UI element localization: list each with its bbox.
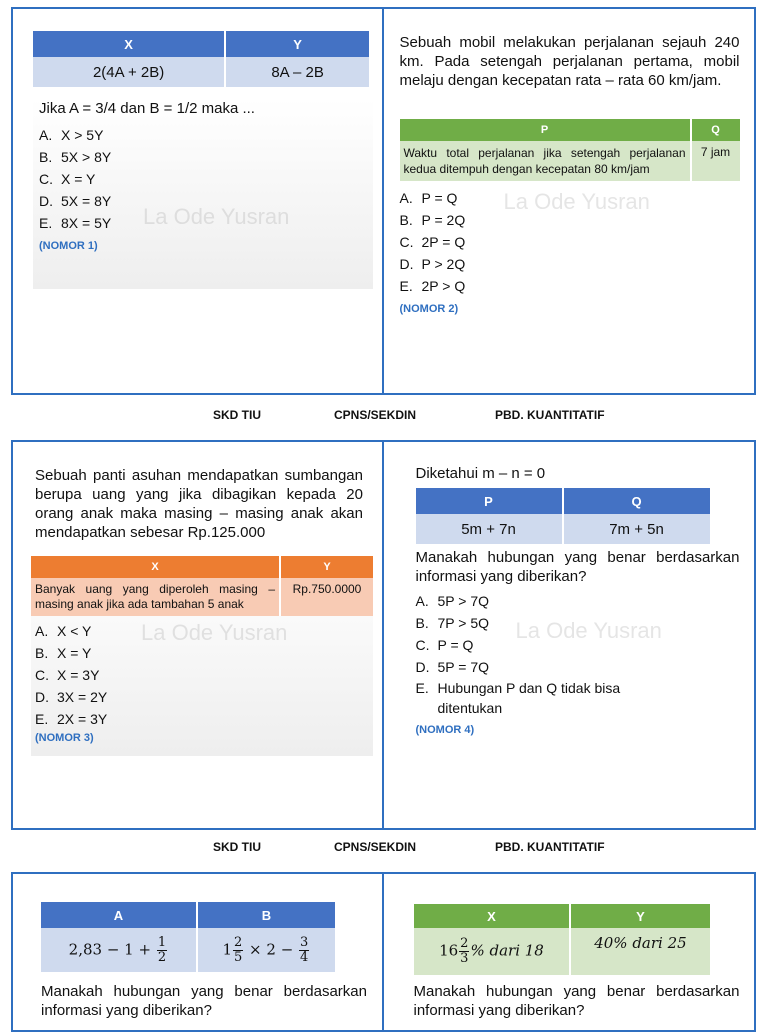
q4-header-p: P bbox=[416, 488, 563, 514]
q1-option-a[interactable]: A. X > 5Y bbox=[39, 127, 104, 143]
footer-2 bbox=[0, 837, 768, 857]
q1-value-x: 2(4A + 2B) bbox=[33, 57, 225, 87]
q3-header-y: Y bbox=[280, 556, 373, 578]
q4-header-q: Q bbox=[563, 488, 710, 514]
question-3-panel bbox=[13, 442, 384, 828]
q6-value-y: 40% dari 25 bbox=[570, 928, 709, 975]
q4-question: Manakah hubungan yang benar berdasarkan informasi yang diberikan? bbox=[415, 549, 740, 585]
watermark: La Ode Yusran bbox=[141, 620, 288, 645]
q2-option-c[interactable]: C. 2P = Q bbox=[399, 234, 466, 250]
footer-center: CPNS/SEKDIN bbox=[334, 840, 417, 854]
q2-nomor: (NOMOR 2) bbox=[399, 303, 459, 315]
q2-option-b[interactable]: B. P = 2Q bbox=[399, 212, 466, 228]
q3-option-b[interactable]: B. X = Y bbox=[35, 645, 92, 661]
q3-header-x: X bbox=[31, 556, 280, 578]
q4-value-p: 5m + 7n bbox=[416, 514, 563, 544]
q6-question: Manakah hubungan yang benar berdasarkan informasi yang diberikan? bbox=[413, 983, 740, 1019]
fraction: $\frac{3}{4}$ bbox=[300, 934, 309, 965]
q4-value-q: 7m + 5n bbox=[563, 514, 710, 544]
q2-option-a[interactable]: A. P = Q bbox=[399, 190, 458, 206]
q4-option-e[interactable]: E. Hubungan P dan Q tidak bisa ditentukan bbox=[415, 680, 621, 716]
q1-prompt: Jika A = 3/4 dan B = 1/2 maka ... bbox=[39, 100, 255, 117]
footer-right: PBD. KUANTITATIF bbox=[495, 840, 605, 854]
q5-table bbox=[41, 902, 335, 972]
q3-value-y: Rp.750.0000 bbox=[280, 578, 373, 616]
q3-text: Sebuah panti asuhan mendapatkan sumbangan berupa uang yang jika dibagikan kepada 20 orang anak maka masing – masing anak akan mendapatkan sebesar Rp.125.000 bbox=[35, 467, 363, 541]
q5-header-b: B bbox=[197, 902, 335, 928]
q4-option-b[interactable]: B. 7P > 5Q bbox=[415, 615, 490, 631]
q2-table bbox=[400, 119, 740, 181]
q5-value-a: 2,83 − 1 + $\frac{1}{2}$ bbox=[41, 928, 197, 972]
q2-option-d[interactable]: D. P > 2Q bbox=[399, 256, 466, 272]
q1-table bbox=[33, 31, 369, 87]
q4-option-d[interactable]: D. 5P = 7Q bbox=[415, 659, 490, 675]
q3-option-d[interactable]: D. 3X = 2Y bbox=[35, 689, 108, 705]
q2-options bbox=[400, 187, 740, 297]
q4-table bbox=[416, 488, 710, 544]
q5-value-b: 1 $\frac{2}{5}$ × 2 − $\frac{3}{4}$ bbox=[197, 928, 335, 972]
q4-nomor: (NOMOR 4) bbox=[415, 724, 475, 736]
q4-option-c[interactable]: C. P = Q bbox=[415, 637, 474, 653]
q5-header-a: A bbox=[41, 902, 197, 928]
q3-option-c[interactable]: C. X = 3Y bbox=[35, 667, 100, 683]
q5-question: Manakah hubungan yang benar berdasarkan informasi yang diberikan? bbox=[41, 983, 367, 1019]
fraction: $\frac{1}{2}$ bbox=[157, 934, 167, 965]
watermark: La Ode Yusran bbox=[515, 618, 662, 643]
footer-left: SKD TIU bbox=[213, 840, 261, 854]
q6-value-x: 16 $\frac{2}{3}$ % dari 18 bbox=[414, 928, 571, 975]
q1-body bbox=[33, 99, 373, 289]
q1-option-b[interactable]: B. 5X > 8Y bbox=[39, 149, 112, 165]
footer-1 bbox=[0, 405, 768, 425]
question-4-panel bbox=[384, 442, 755, 828]
row-1 bbox=[11, 7, 756, 395]
q1-option-d[interactable]: D. 5X = 8Y bbox=[39, 193, 112, 209]
q2-value-p: Waktu total perjalanan jika setengah perjalanan kedua ditempuh dengan kecepatan 80 km/jam bbox=[400, 141, 691, 181]
question-5-panel bbox=[13, 874, 384, 1030]
q6-header-y: Y bbox=[570, 904, 709, 928]
q2-value-q: 7 jam bbox=[691, 141, 740, 181]
fraction: $\frac{2}{5}$ bbox=[234, 934, 243, 965]
q1-option-e[interactable]: E. 8X = 5Y bbox=[39, 215, 112, 231]
q1-value-y: 8A – 2B bbox=[225, 57, 369, 87]
q4-option-a[interactable]: A. 5P > 7Q bbox=[415, 593, 490, 609]
q4-given: Diketahui m – n = 0 bbox=[415, 465, 546, 482]
q2-header-p: P bbox=[400, 119, 691, 141]
q1-option-c[interactable]: C. X = Y bbox=[39, 171, 96, 187]
fraction: $\frac{2}{3}$ bbox=[460, 936, 469, 966]
q2-text: Sebuah mobil melakukan perjalanan sejauh 240 km. Pada setengah perjalanan pertama, mobil melaju dengan kecepatan rata – rata 60 km/jam. bbox=[399, 34, 740, 89]
q1-options bbox=[39, 124, 373, 234]
question-2-panel bbox=[384, 9, 755, 393]
q1-header-x: X bbox=[33, 31, 225, 57]
q3-table bbox=[31, 556, 373, 616]
q3-option-a[interactable]: A. X < Y bbox=[35, 623, 92, 639]
q6-header-x: X bbox=[414, 904, 571, 928]
watermark: La Ode Yusran bbox=[143, 204, 290, 229]
watermark: La Ode Yusran bbox=[503, 189, 650, 214]
q3-body bbox=[31, 556, 373, 756]
row-3 bbox=[11, 872, 756, 1032]
footer-right: PBD. KUANTITATIF bbox=[495, 408, 605, 422]
footer-center: CPNS/SEKDIN bbox=[334, 408, 417, 422]
q2-body bbox=[400, 119, 740, 315]
q3-option-e[interactable]: E. 2X = 3Y bbox=[35, 711, 108, 727]
q2-option-e[interactable]: E. 2P > Q bbox=[399, 278, 466, 294]
q2-header-q: Q bbox=[691, 119, 740, 141]
q4-body bbox=[416, 548, 740, 736]
footer-left: SKD TIU bbox=[213, 408, 261, 422]
row-2 bbox=[11, 440, 756, 830]
question-1-panel bbox=[13, 9, 384, 393]
q6-table bbox=[414, 904, 710, 975]
q1-nomor: (NOMOR 1) bbox=[39, 240, 98, 252]
question-6-panel bbox=[384, 874, 755, 1030]
q4-options bbox=[416, 590, 740, 718]
q3-nomor: (NOMOR 3) bbox=[35, 732, 94, 744]
q3-options bbox=[31, 620, 373, 730]
q1-header-y: Y bbox=[225, 31, 369, 57]
q3-value-x: Banyak uang yang diperoleh masing – masing anak jika ada tambahan 5 anak bbox=[31, 578, 280, 616]
